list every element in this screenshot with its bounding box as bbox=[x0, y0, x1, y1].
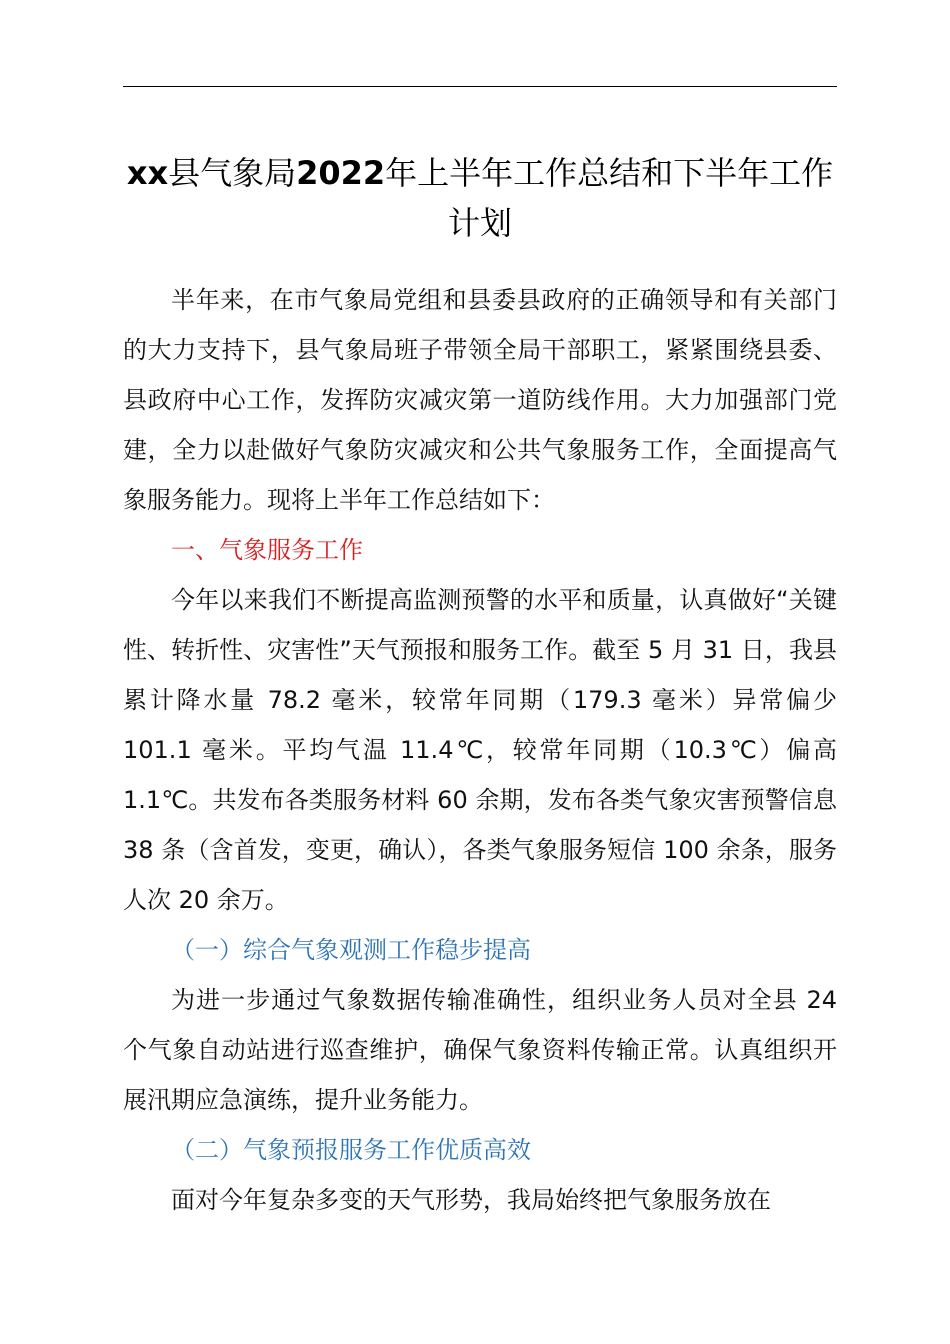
section1-heading: 一、气象服务工作 bbox=[171, 536, 363, 564]
subsection1-paragraph: 为进一步通过气象数据传输准确性，组织业务人员对全县 24 个气象自动站进行巡查维护，确保气象资料传输正常。认真组织开展汛期应急演练，提升业务能力。 bbox=[123, 986, 837, 1114]
subsection2-paragraph: 面对今年复杂多变的天气形势，我局始终把气象服务放在 bbox=[171, 1186, 771, 1214]
document-title bbox=[123, 148, 837, 248]
subsection2-heading: （二）气象预报服务工作优质高效 bbox=[171, 1136, 531, 1164]
section1-paragraph: 今年以来我们不断提高监测预警的水平和质量，认真做好“关键性、转折性、灾害性”天气预报和服务工作。截至 5 月 31 日，我县累计降水量 78.2 毫米，较常年同期（179.3 毫米）异常偏少 101.1 毫米。平均气温 11.4℃，较常年同期（10.3℃）偏高 1.1℃。共发布各类服务材料 60 余期，发布各类气象灾害预警信息 38 条（含首发，变更，确认），各类气象服务短信 100 余条，服务人次 20 余万。 bbox=[123, 586, 837, 914]
header-rule bbox=[123, 86, 837, 87]
intro-paragraph: 半年来，在市气象局党组和县委县政府的正确领导和有关部门的大力支持下，县气象局班子带领全局干部职工，紧紧围绕县委、县政府中心工作，发挥防灾减灾第一道防线作用。大力加强部门党建，全力以赴做好气象防灾减灾和公共气象服务工作，全面提高气象服务能力。现将上半年工作总结如下： bbox=[123, 286, 837, 514]
title-year: 2022 bbox=[296, 154, 386, 192]
subsection1-heading: （一）综合气象观测工作稳步提高 bbox=[171, 936, 531, 964]
title-part2: 年上半年工作总结和下半年工作计划 bbox=[385, 154, 834, 242]
title-prefix: xx bbox=[126, 154, 169, 192]
document-body bbox=[123, 275, 837, 1225]
title-part1: 县气象局 bbox=[168, 154, 297, 192]
